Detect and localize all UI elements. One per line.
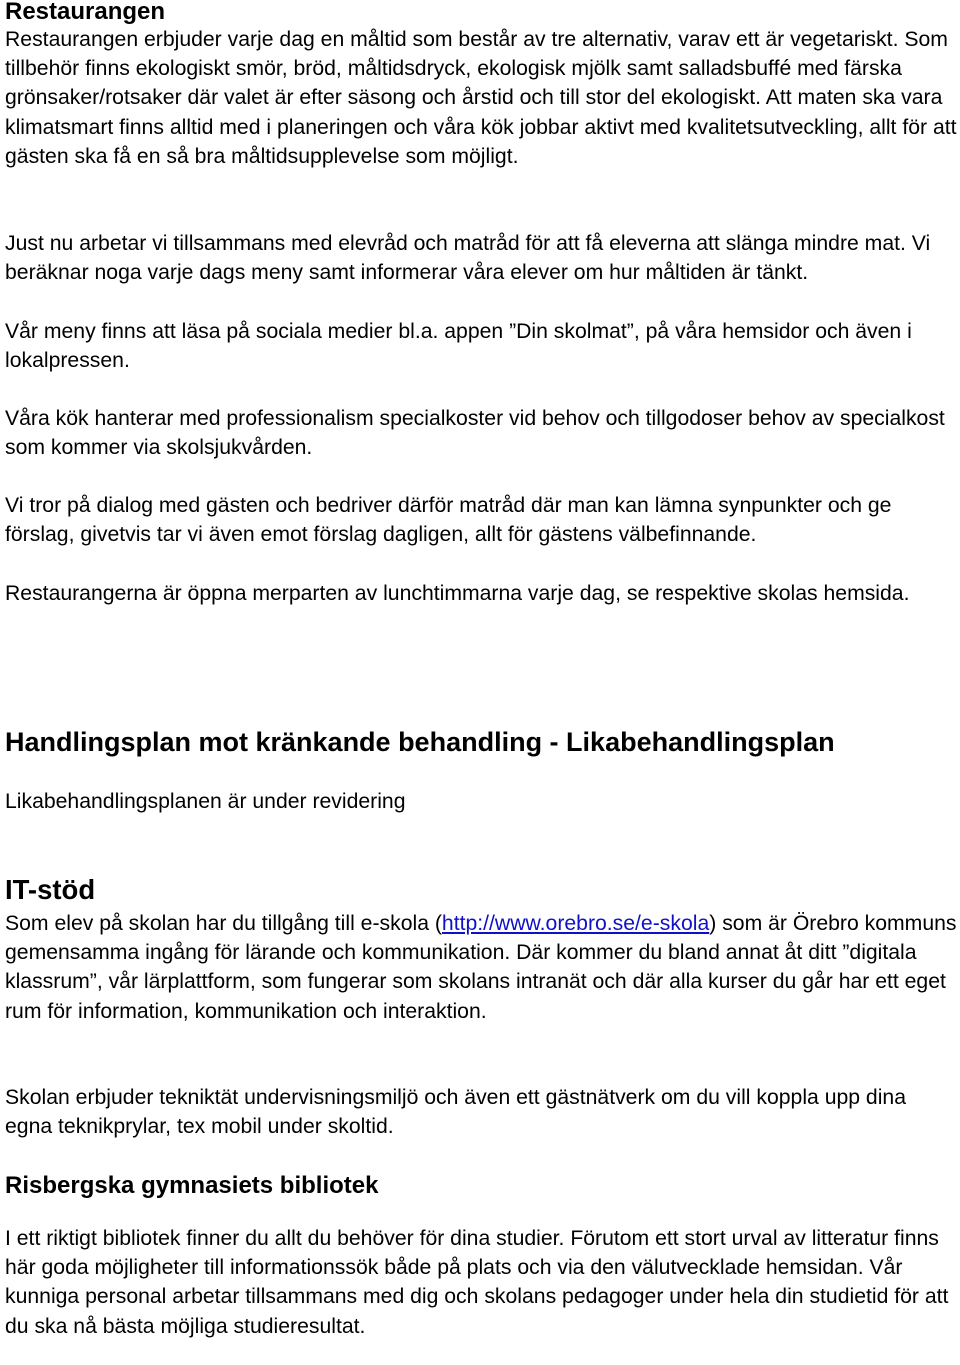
restaurang-paragraph-4: Våra kök hanterar med professionalism specialkoster vid behov och tillgodoser behov av specialkost som kommer via skolsjukvården. <box>5 407 945 460</box>
section-heading-it-stod: IT-stöd <box>5 874 96 905</box>
restaurang-paragraph-6: Restaurangerna är öppna merparten av lunchtimmarna varje dag, se respektive skolas hemsida. <box>5 582 910 605</box>
likabehandling-text: Likabehandlingsplanen är under revidering <box>5 790 406 813</box>
section-heading-likabehandlingsplan: Handlingsplan mot kränkande behandling - Likabehandlingsplan <box>5 727 835 757</box>
e-skola-link[interactable]: http://www.orebro.se/e-skola <box>441 912 710 935</box>
restaurang-paragraph-5: Vi tror på dialog med gästen och bedriver därför matråd där man kan lämna synpunkter och ge förslag, givetvis tar vi även emot förslag dagligen, allt för gästens välbefinnande. <box>5 494 892 547</box>
bibliotek-paragraph-1: I ett riktigt bibliotek finner du allt du behöver för dina studier. Förutom ett stort urval av litteratur finns här goda möjligheter till informationssök både på plats och via den välutvecklade hemsidan. Vår kunniga personal arbetar tillsammans med dig och skolans pedagoger under hela din studietid för att du ska nå bästa möjliga studieresultat. <box>5 1227 949 1338</box>
it-stod-text-after-link: ) som är Örebro kommuns gemensamma ingång för lärande och kommunikation. Där kommer du bland annat åt ditt ”digitala klassrum”, vår lärplattform, som fungerar som skolans intranät och där alla kurser du går har ett eget rum för information, kommunikation och interaktion. <box>5 912 957 1023</box>
restaurang-paragraph-3: Vår meny finns att läsa på sociala medier bl.a. appen ”Din skolmat”, på våra hemsidor och även i lokalpressen. <box>5 320 912 373</box>
it-stod-paragraph-2: Skolan erbjuder tekniktät undervisningsmiljö och även ett gästnätverk om du vill koppla upp dina egna teknikprylar, tex mobil under skoltid. <box>5 1086 906 1139</box>
section-heading-bibliotek: Risbergska gymnasiets bibliotek <box>5 1172 379 1199</box>
restaurang-paragraph-2: Just nu arbetar vi tillsammans med elevråd och matråd för att få eleverna att slänga mindre mat. Vi beräknar noga varje dags meny samt informerar våra elever om hur måltiden är tänkt. <box>5 232 931 285</box>
restaurang-paragraph-1: Restaurangen erbjuder varje dag en måltid som består av tre alternativ, varav ett är vegetariskt. Som tillbehör finns ekologiskt smör, bröd, måltidsdryck, ekologisk mjölk samt salladsbuffé med färska grönsaker/rotsaker där valet är efter säsong och årstid och till stor del ekologiskt. Att maten ska vara klimatsmart finns alltid med i planeringen och våra kök jobbar aktivt med kvalitetsutveckling, allt för att gästen ska få en så bra måltidsupplevelse som möjligt. <box>5 28 957 168</box>
section-heading-restaurangen: Restaurangen <box>5 0 166 25</box>
it-stod-text-before-link: Som elev på skolan har du tillgång till e-skola ( <box>5 912 442 935</box>
it-stod-paragraph-1 <box>5 909 957 1026</box>
